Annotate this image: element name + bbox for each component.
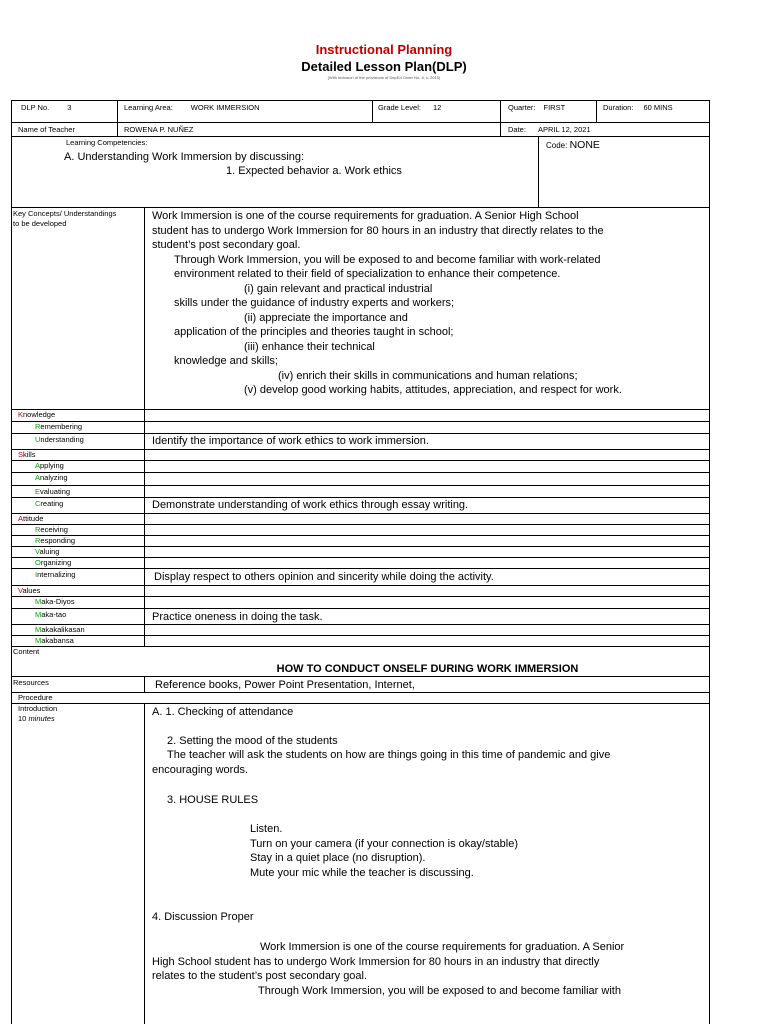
competency-line-2: 1. Expected behavior a. Work ethics — [226, 165, 402, 177]
domain-maka-tao: Maka-tao — [35, 610, 67, 619]
domain-understanding: Understanding — [35, 435, 84, 444]
content-text: HOW TO CONDUCT ONSELF DURING WORK IMMERSION — [276, 663, 579, 675]
procedure-a3: 3. HOUSE RULES — [167, 794, 259, 806]
doc-note: (With inclusion of the provisions of DepEd Order No. 8, s. 2015) — [327, 75, 441, 80]
domain-receiving: Receiving — [35, 525, 68, 534]
maka-tao-objective: Practice oneness in doing the task. — [152, 611, 323, 623]
domain-evaluating: Evaluating — [35, 487, 71, 496]
teacher-name: ROWENA P. NUÑEZ — [124, 125, 194, 134]
resources-text: Reference books, Power Point Presentation, Internet, — [155, 679, 415, 691]
domain-valuing: Valuing — [35, 547, 60, 556]
domain-analyzing: Analyzing — [35, 473, 68, 482]
doc-title: Instructional Planning — [315, 42, 453, 57]
internalizing-objective: Display respect to others opinion and sincerity while doing the activity. — [154, 571, 494, 583]
domain-skills: Skills — [18, 450, 36, 459]
domain-responding: Responding — [35, 536, 76, 545]
code: Code: NONE — [546, 139, 600, 151]
domain-values: Values — [18, 586, 41, 595]
creating-objective: Demonstrate understanding of work ethics through essay writing. — [152, 499, 469, 511]
grade-level: Grade Level: 12 — [378, 103, 442, 112]
discussion-text: Work Immersion is one of the course requirements for graduation. A Senior High School student has to undergo Work Immersion for 80 hours in an industry that directly relates to the student’s post secondary goal. Through Work Immersion, you will be exposed to and become familiar with — [152, 941, 625, 997]
domain-knowledge: Knowledge — [18, 410, 56, 419]
understanding-objective: Identify the importance of work ethics to work immersion. — [152, 435, 429, 447]
domain-maka-diyos: Maka-Diyos — [35, 597, 75, 606]
domain-makabansa: Makabansa — [35, 636, 74, 645]
competency-line-1: A. Understanding Work Immersion by discussing: — [64, 151, 305, 163]
procedure-label: Procedure — [18, 693, 53, 702]
domain-internalizing: Internalizing — [35, 570, 76, 579]
resources-label: Resources — [13, 678, 49, 687]
domain-applying: Applying — [35, 461, 64, 470]
key-concepts-label: Key Concepts/ Understandings to be developed — [13, 209, 117, 228]
procedure-a2: 2. Setting the mood of the students — [167, 735, 338, 747]
duration: Duration: 60 MINS — [603, 103, 673, 112]
house-rules-list: Listen. Turn on your camera (if your connection is okay/stable) Stay in a quiet place (no disruption). Mute your mic while the teacher is discussing. — [250, 823, 518, 879]
quarter: Quarter: FIRST — [508, 103, 566, 112]
domain-attitude: Attitude — [18, 514, 44, 523]
dlp-label: DLP No. 3 — [21, 103, 72, 112]
date: Date: APRIL 12, 2021 — [508, 125, 591, 134]
content-label: Content — [13, 647, 40, 656]
competencies-label: Learning Competencies: — [66, 138, 148, 147]
learning-area: Learning Area: WORK IMMERSION — [124, 103, 260, 112]
domain-makakalikasan: Makakalikasan — [35, 625, 85, 634]
key-concepts-text: Work Immersion is one of the course requirements for graduation. A Senior High School student has to undergo Work Immersion for 80 hours in an industry that directly relates to the student’s post secondary goal. Through Work Immersion, you will be exposed to and become familiar with work-related environment related to their field of specialization to enhance their competence. (i) gain relevant and practical industrial skills under the guidance of industry experts and workers; (ii) appreciate the importance and application of the principles and theories taught in school; (iii) enhance their technical knowledge and skills; (iv) enrich their skills in communications and human relations; (v) develop good working habits, attitudes, appreciation, and respect for work. — [152, 210, 622, 396]
procedure-a1: A. 1. Checking of attendance — [152, 706, 294, 718]
domain-creating: Creating — [35, 499, 64, 508]
teacher-label: Name of Teacher — [18, 125, 75, 134]
domain-organizing: Organizing — [35, 558, 72, 567]
procedure-a4: 4. Discussion Proper — [152, 911, 254, 923]
doc-subtitle: Detailed Lesson Plan(DLP) — [301, 59, 467, 74]
domain-remembering: Remembering — [35, 422, 83, 431]
procedure-a2-text: The teacher will ask the students on how are things going in this time of pandemic and give encouraging words. — [152, 749, 611, 776]
introduction-label: Introduction 10 minutes — [18, 704, 58, 723]
